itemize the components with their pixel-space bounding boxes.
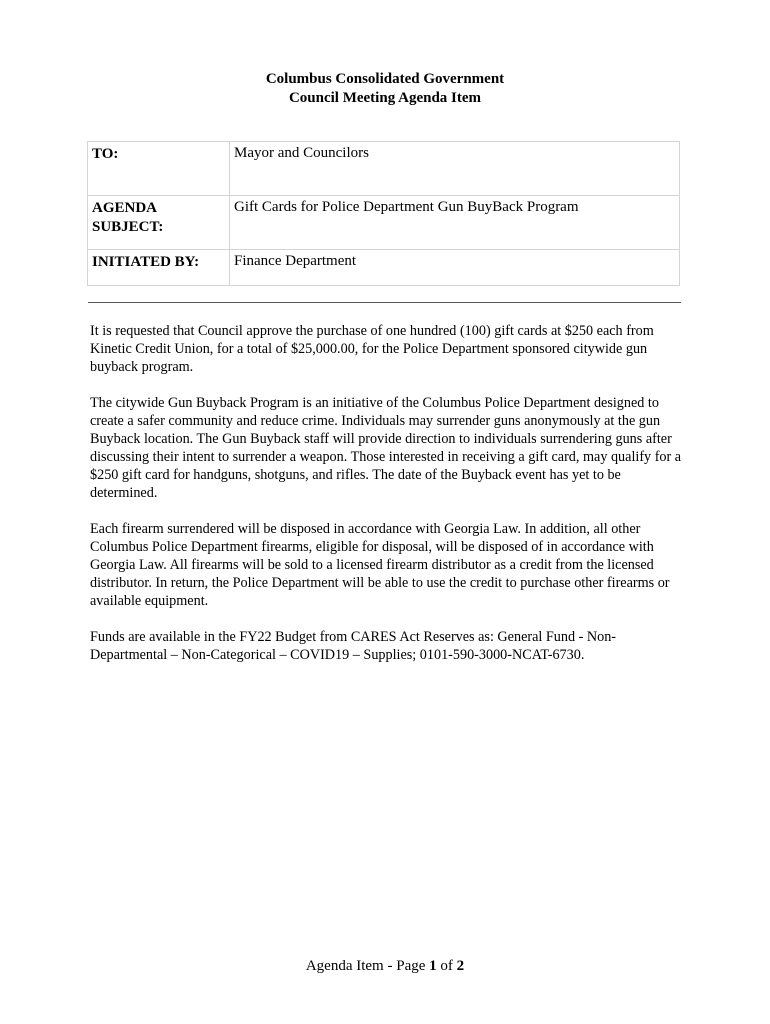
subject-label-line1: AGENDA <box>92 200 158 216</box>
table-row-to <box>88 142 680 196</box>
body-paragraph-disposal: Each firearm surrendered will be disposed in accordance with Georgia Law. In addition, all other Columbus Police Department firearms, eligible for disposal, will be disposed of in accordance with Georgia Law. All firearms will be sold to a licensed firearm distributor as a credit from the licensed distributor. In return, the Police Department will be able to use the credit to purchase other firearms or available equipment. <box>90 521 670 609</box>
initiated-label: INITIATED BY: <box>88 250 230 286</box>
horizontal-divider <box>88 302 681 303</box>
table-row-initiated <box>88 250 680 286</box>
subject-value: Gift Cards for Police Department Gun BuyBack Program <box>230 196 680 250</box>
subject-label <box>88 196 230 250</box>
agenda-body <box>90 322 682 682</box>
table-row-subject <box>88 196 680 250</box>
subject-label-line2: SUBJECT: <box>92 219 164 235</box>
initiated-value: Finance Department <box>230 250 680 286</box>
body-paragraph-request: It is requested that Council approve the purchase of one hundred (100) gift cards at $250 each from Kinetic Credit Union, for a total of $25,000.00, for the Police Department sponsored citywide gun buyback program. <box>90 323 654 375</box>
page-footer <box>0 958 770 975</box>
to-value: Mayor and Councilors <box>230 142 680 196</box>
to-label: TO: <box>88 142 230 196</box>
agenda-info-table <box>87 141 680 286</box>
header-document-type: Council Meeting Agenda Item <box>288 90 482 106</box>
body-paragraph-funding: Funds are available in the FY22 Budget from CARES Act Reserves as: General Fund - Non-Departmental – Non-Categorical – COVID19 – Supplies; 0101-590-3000-NCAT-6730. <box>90 629 617 663</box>
footer-prefix: Agenda Item - Page <box>305 958 430 974</box>
document-header <box>0 70 770 108</box>
header-organization: Columbus Consolidated Government <box>265 71 505 87</box>
footer-page-total: 2 <box>456 958 465 974</box>
footer-page-number: 1 <box>429 958 437 974</box>
footer-of: of <box>436 958 457 974</box>
body-paragraph-program: The citywide Gun Buyback Program is an initiative of the Columbus Police Department designed to create a safer community and reduce crime. Individuals may surrender guns anonymously at the gun Buyback location. The Gun Buyback staff will provide direction to individuals surrendering guns after discussing their intent to surrender a weapon. Those interested in receiving a gift card, may qualify for a $250 gift card for handguns, shotguns, and rifles. The date of the Buyback event has yet to be determined. <box>90 395 682 501</box>
